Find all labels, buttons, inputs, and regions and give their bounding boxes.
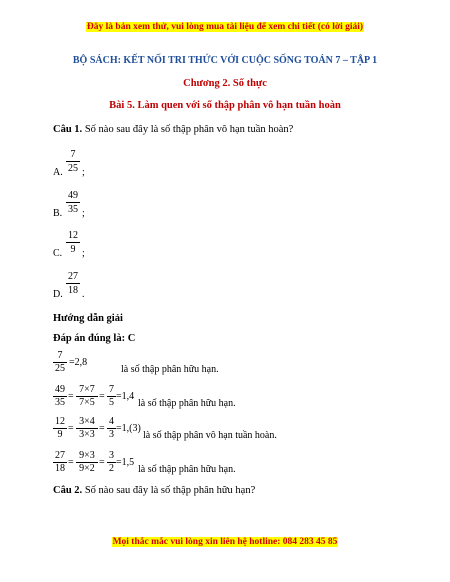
preview-banner: Đây là bản xem thử, vui lòng mua tài liệu để xem chi tiết (có lời giải) xyxy=(86,22,364,32)
fraction: 49 35 xyxy=(55,384,65,408)
option-letter: D. xyxy=(53,289,63,300)
fraction: 3×4 3×3 xyxy=(76,416,98,441)
question-1 xyxy=(53,124,293,135)
hotline-banner: Mọi thắc mắc vui lòng xin liên hệ hotline: 084 283 45 85 xyxy=(112,537,338,547)
chapter-title: Chương 2. Số thực xyxy=(183,78,267,89)
decimal-result: =1,4 xyxy=(116,391,135,402)
fraction: 7 5 xyxy=(109,384,114,408)
option-fraction: 7 25 xyxy=(68,149,78,174)
fraction: 9×3 9×2 xyxy=(76,450,98,475)
option-letter: C. xyxy=(53,248,63,259)
decimal-result: =1,5 xyxy=(116,457,135,468)
decimal-result: =1,(3) xyxy=(116,423,141,434)
question-1-text: Số nào sau đây là số thập phân vô hạn tuần hoàn? xyxy=(82,124,294,135)
solution-line-4: 27 18 = 9×3 9×2 = 3 2 =1,5 là số thập phân hữu hạn. xyxy=(55,450,236,475)
option-a: A. 7 25 ; xyxy=(53,149,85,178)
book-series-title: BỘ SÁCH: KẾT NỐI TRI THỨC VỚI CUỘC SỐNG TOÁN 7 – TẬP 1 xyxy=(72,55,378,66)
question-2-label: Câu 2. xyxy=(53,485,83,496)
fraction: 27 18 xyxy=(55,450,65,474)
question-1-label: Câu 1. xyxy=(53,124,83,135)
option-c: C. 12 9 ; xyxy=(53,230,85,259)
question-2-text: Số nào sau đây là số thập phân hữu hạn? xyxy=(82,485,256,496)
lesson-title: Bài 5. Làm quen với số thập phân vô hạn tuần hoàn xyxy=(109,100,341,111)
option-fraction: 27 18 xyxy=(68,271,78,296)
answer-line: Đáp án đúng là: C xyxy=(53,333,136,344)
option-b: B. 49 35 ; xyxy=(53,190,85,219)
conclusion-note: là số thập phân hữu hạn. xyxy=(138,464,236,475)
option-letter: B. xyxy=(53,208,63,219)
conclusion-note: là số thập phân hữu hạn. xyxy=(138,398,236,409)
option-fraction: 12 9 xyxy=(68,230,78,255)
fraction: 7 25 xyxy=(55,350,65,374)
conclusion-note: là số thập phân vô hạn tuần hoàn. xyxy=(143,430,277,441)
fraction: 4 3 xyxy=(109,416,114,440)
solution-line-2: 49 35 = 7×7 7×5 = 7 5 =1,4 là số thập phân hữu hạn. xyxy=(55,384,236,409)
solution-line-1 xyxy=(53,350,393,380)
question-2 xyxy=(53,485,255,496)
solution-line-3: 12 9 = 3×4 3×3 = 4 3 =1,(3) là số thập phân vô hạn tuần hoàn. xyxy=(55,416,277,441)
fraction: 12 9 xyxy=(55,416,65,440)
fraction: 7×7 7×5 xyxy=(76,384,98,409)
option-fraction: 49 35 xyxy=(68,190,78,215)
option-letter: A. xyxy=(53,167,63,178)
solution-heading: Hướng dẫn giải xyxy=(53,313,123,324)
fraction: 3 2 xyxy=(109,450,114,474)
decimal-result: =2,8 xyxy=(69,357,88,368)
option-d: D. 27 18 . xyxy=(53,271,85,300)
conclusion-note: là số thập phân hữu hạn. xyxy=(121,364,219,375)
